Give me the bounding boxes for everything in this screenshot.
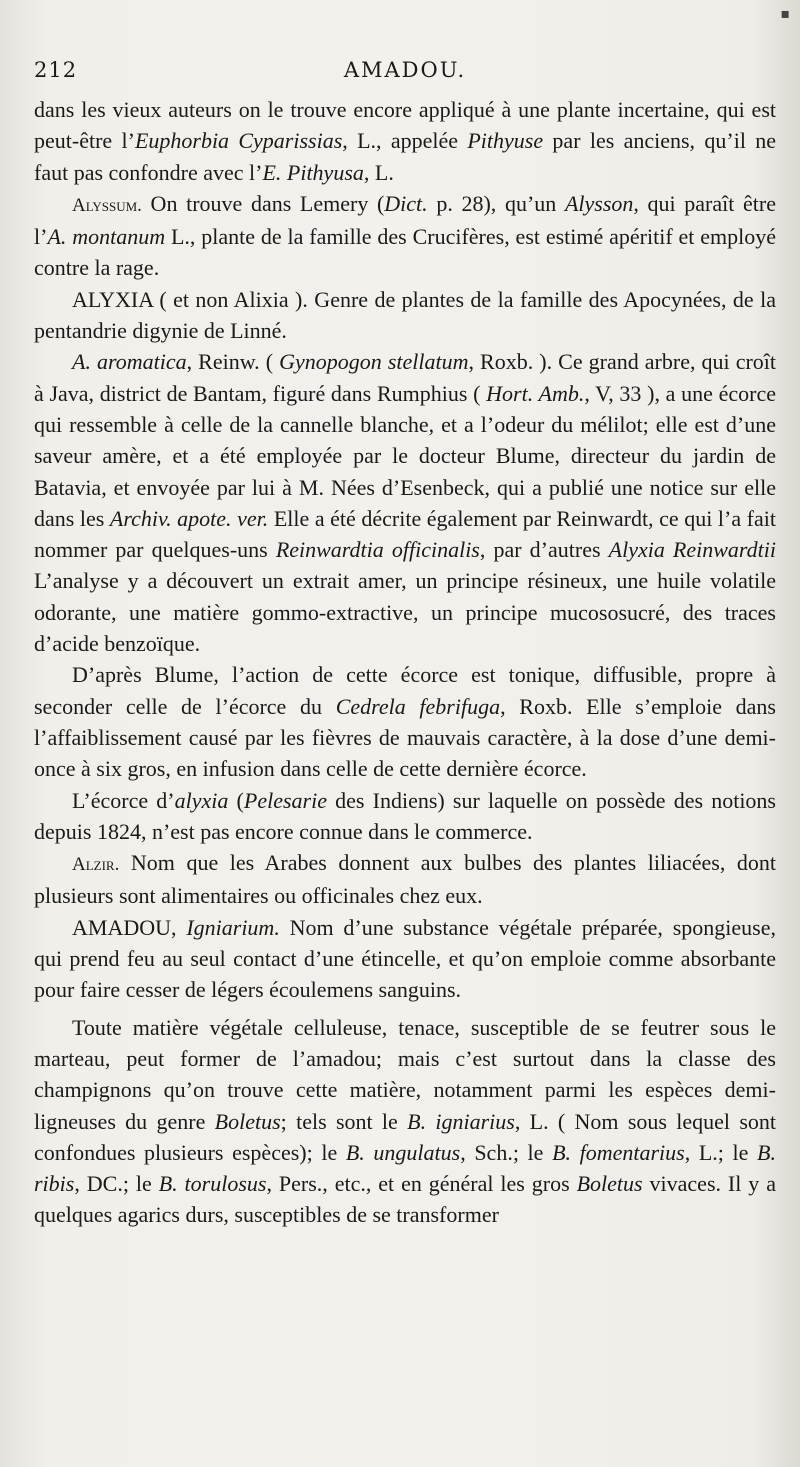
text-run: ; tels sont le xyxy=(280,1108,408,1134)
paragraph xyxy=(34,659,776,784)
paragraph xyxy=(34,188,776,284)
italic-text: Boletus xyxy=(576,1171,643,1197)
text-run: , L., appelée xyxy=(342,128,468,154)
text-run: , Roxb. Elle s’emploie dans l’affaiblissement causé par les fièvres de mauvais caractère, à la dose d’une demi-once à six gros, en infusion dans celle de cette dernière écorce. xyxy=(34,693,776,782)
page-number: 212 xyxy=(34,58,78,82)
italic-text: Dict. xyxy=(384,190,428,216)
italic-text: Euphorbia Cyparissias xyxy=(134,128,343,154)
paragraph xyxy=(34,1012,776,1231)
text-run: D’après Blume, l’action de cette écorce est tonique, diffusible, propre à seconder celle de l’écorce du xyxy=(34,662,776,719)
text-run: On trouve dans Lemery ( xyxy=(141,190,385,216)
text-run: des Indiens) sur laquelle on possède des notions depuis 1824, n’est pas encore connue dans le commerce. xyxy=(34,787,776,844)
text-run: L’analyse y a découvert un extrait amer, un principe résineux, une huile volatile odorante, une matière gommo-extractive, un principe mucososucré, des traces d’acide benzoïque. xyxy=(34,568,776,657)
paragraph xyxy=(34,785,776,848)
italic-text: Cedrela febrifuga xyxy=(335,693,501,719)
italic-text: B. igniarius xyxy=(407,1108,515,1134)
italic-text: Hort. Amb. xyxy=(486,380,585,406)
italic-text: Pithyuse xyxy=(467,128,544,154)
italic-text: E. Pithyusa xyxy=(262,159,364,185)
paragraph xyxy=(34,912,776,1006)
italic-text: A. montanum xyxy=(47,224,166,250)
text-run: , V, 33 ), a une écorce qui ressemble à celle de la cannelle blanche, et a l’odeur du mélilot; elle est d’une saveur amère, et a été employée par le docteur Blume, directeur du jardin de Batavia, et envoyée par lui à M. Nées d’Esenbeck, qui a publié une notice sur elle dans les xyxy=(34,380,776,531)
italic-text: A. aromatica xyxy=(72,349,187,375)
paragraph xyxy=(34,346,776,659)
text-run: p. 28), qu’un xyxy=(427,190,565,216)
small-caps-text: Alyssum. xyxy=(72,194,142,216)
italic-text: Alyxia Reinwardtii xyxy=(608,537,777,563)
text-run: vivaces. Il y a quelques agarics durs, susceptibles de se transformer xyxy=(34,1171,776,1228)
italic-text: alyxia xyxy=(174,787,229,813)
text-run: , Pers., etc., et en général les gros xyxy=(266,1171,577,1197)
text-run: ( xyxy=(228,787,244,813)
text-run: ALYXIA ( et non Alixia ). Genre de plantes de la famille des Apocynées, de la pentandrie digynie de Linné. xyxy=(34,286,776,344)
italic-text: Reinwardtia officinalis xyxy=(275,537,480,563)
text-run: dans les vieux auteurs on le trouve encore appliqué à une plante incertaine, qui est peut-être l’ xyxy=(34,97,776,154)
text-run: , par d’autres xyxy=(479,537,609,563)
small-caps-text: Alzir. xyxy=(72,854,120,876)
running-head: AMADOU. xyxy=(343,58,467,82)
paragraph xyxy=(34,94,776,188)
text-run: , DC.; le xyxy=(74,1171,159,1197)
paragraph xyxy=(34,847,776,912)
text-run: Nom que les Arabes donnent aux bulbes des plantes liliacées, dont plusieurs sont alimentaires ou officinales chez eux. xyxy=(34,850,776,909)
italic-text: Boletus xyxy=(214,1108,281,1134)
text-run: L’écorce d’ xyxy=(72,787,175,813)
text-run: , Reinw. ( xyxy=(186,349,280,375)
text-run: , Sch.; le xyxy=(460,1139,553,1165)
text-run: par les anciens, qu’il ne faut pas confondre avec l’ xyxy=(34,128,777,185)
italic-text: B. ungulatus xyxy=(345,1139,461,1165)
italic-text: Alysson xyxy=(564,190,634,216)
text-run: Toute matière végétale celluleuse, tenace, susceptible de se feutrer sous le marteau, peut former de l’amadou; mais c’est surtout dans la classe des champignons qu’on trouve cette matière, notamment parmi les espèces demi-ligneuses du genre xyxy=(34,1014,776,1134)
italic-text: B. torulosus xyxy=(158,1171,267,1197)
italic-text: Igniarium. xyxy=(186,914,280,940)
italic-text: B. fomentarius xyxy=(552,1139,685,1165)
body-text xyxy=(34,94,776,1231)
text-run: L., plante de la famille des Crucifères, est estimé apéritif et employé contre la rage. xyxy=(34,224,776,281)
text-run: Nom d’une substance végétale préparée, spongieuse, qui prend feu au seul contact d’une étincelle, et qu’on emploie comme absorbante pour faire cesser de légers écoulemens sanguins. xyxy=(34,914,776,1003)
italic-text: Archiv. apote. ver. xyxy=(109,505,269,531)
text-run: , L. xyxy=(363,159,394,185)
text-run: , qui paraît être l’ xyxy=(34,190,776,250)
italic-text: Gynopogon stellatum xyxy=(279,349,469,375)
page-header xyxy=(34,58,776,88)
italic-text: B. ribis xyxy=(34,1139,776,1197)
text-run: AMADOU, xyxy=(72,914,187,940)
text-run: Elle a été décrite également par Reinwardt, ce qui l’a fait nommer par quelques-uns xyxy=(34,505,776,563)
paragraph xyxy=(34,284,776,347)
text-run: , Roxb. ). Ce grand arbre, qui croît à Java, district de Bantam, figuré dans Rumphius ( xyxy=(34,349,777,406)
corner-mark: ▪ xyxy=(780,6,790,22)
italic-text: Pelesarie xyxy=(243,787,327,813)
text-run: , L. ( Nom sous lequel sont confondues plusieurs espèces); le xyxy=(34,1108,777,1165)
text-run: , L.; le xyxy=(684,1139,758,1165)
